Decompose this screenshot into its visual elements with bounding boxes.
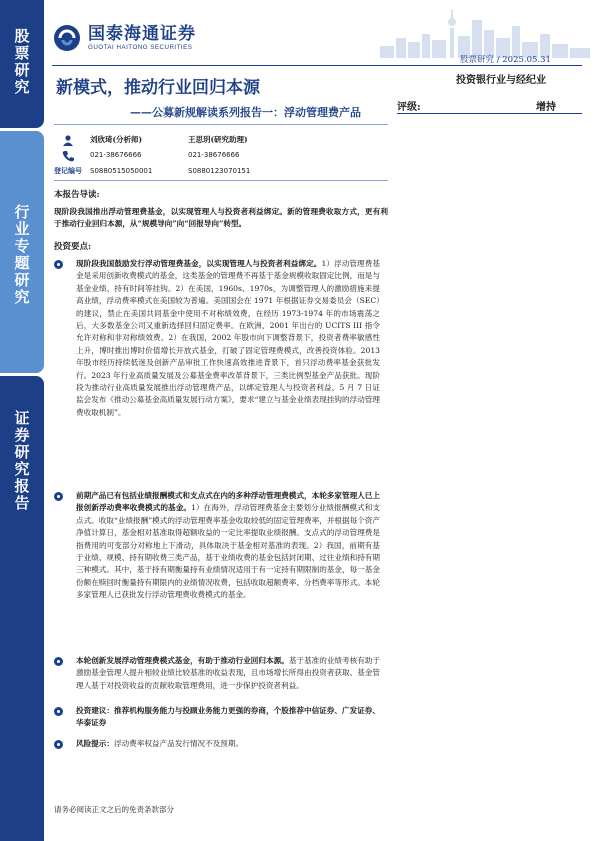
summary-point-4-lead: 投资建议：推荐机构服务能力与投顾业务能力更强的券商，个股推荐中信证券、广发证券、华泰证券: [76, 706, 380, 728]
sidebar-char: 题: [14, 254, 30, 272]
guide-heading: 本报告导读:: [54, 190, 100, 200]
rating-rule: [397, 113, 582, 114]
analyst-reg-2: S0880123070151: [188, 167, 251, 175]
sidebar-char: 研: [14, 61, 30, 79]
sidebar-char: 研: [14, 443, 30, 461]
sidebar-char: 究: [14, 78, 30, 96]
summary-point-5: [76, 738, 380, 750]
sidebar-char: 券: [14, 426, 30, 444]
bullet-icon: [54, 260, 63, 269]
summary-point-2-lead: 前期产品已有包括业绩报酬模式和支点式在内的多种浮动管理费模式，本轮多家管理人已上报创新浮动费率收费模式的基金。: [76, 491, 380, 513]
report-meta: 股票研究 / 2025.05.31: [460, 55, 551, 65]
analyst-reg-1: S0880515050001: [90, 167, 153, 175]
sidebar-char: 究: [14, 288, 30, 306]
summary-point-1-lead: 现阶段我国鼓励发行浮动管理费基金，以实现管理人与投资者利益绑定。: [76, 259, 322, 268]
phone-icon: [62, 150, 74, 162]
summary-point-1-text: 1）浮动管理费基金是采用创新收费模式的基金，这类基金的管理费不再基于基金规模收取固定比例，而是与基金业绩、持有时间等挂钩。2）在美国，1960s、1970s，为调整管理人的激励措施来提高业绩，浮动费率模式在美国较为普遍。美国国会在 1971 年根据证券交易委员会（SEC）的建议，禁止在美国共同基金中使用不对称绩效费，在经历 1973-1974 年的市场震荡之后，大多数基金公司又重新选择回归固定费率。在欧洲，2001 年出台的 UCITS III 指令允许对称和非对称绩效费。2）在我国，2002 年股市向下调整背景下，投资者费率敏感性上升，博时推出博时价值增长开放式基金，打破了固定管理费模式，改善投资体验。2013 年股市经历持续低迷及创新产品审批工作快速高效推进背景下，首只浮动费率基金获批发行。2023 年行业高质量发展及公募基金费率改革背景下，三类比例型基金产品获批。现阶段为推动行业高质量发展推出浮动管理费产品，以绑定管理人与投资者利益，5 月 7 日证监会发布《推动公募基金高质量发展行动方案》，要求“建立与基金业绩表现挂钩的浮动管理费收取机制”。: [76, 259, 380, 417]
summary-point-5-text: 浮动费率权益产品发行情况不及预期。: [113, 739, 244, 748]
company-logo: [52, 22, 196, 54]
logo-mark-icon: [52, 23, 82, 53]
sidebar-char: 研: [14, 271, 30, 289]
analyst-name-2: 王思玥(研究助理): [188, 135, 248, 144]
sidebar-char: 行: [14, 203, 30, 221]
sidebar-char: 业: [14, 220, 30, 238]
sidebar-char: 究: [14, 460, 30, 478]
logo-text-cn: 国泰海通证券: [88, 23, 196, 44]
logo-text-en: GUOTAI HAITONG SECURITIES: [88, 43, 193, 51]
analyst-top-rule: [54, 124, 388, 125]
sidebar-char: 告: [14, 494, 30, 512]
industry-label: 投资银行业与经纪业: [456, 75, 546, 86]
summary-point-3-lead: 本轮创新发展浮动管理费模式基金，有助于推动行业回归本源。: [76, 656, 289, 665]
analyst-bottom-rule: [54, 180, 388, 181]
city-skyline-graphic: [380, 8, 590, 58]
sidebar-label-stock-research: [0, 28, 44, 96]
summary-point-2-text: 1）在海外，浮动管理费基金主要划分业绩报酬模式和支点式。收取“业绩报酬”模式的浮动管理费率基金收取较低的固定管理费率，并根据每个资产净值计算日，基金相对基准取得超额收益的一定比率提取业绩报酬。支点式的浮动管理费是指费用的可变部分对称地上下滑动，具体取决于基金相对基准的表现。2）我国，前期有基于业绩、规模、持有期收费三类产品，基于业绩收费的基金包括封闭期、过往业绩和持有期三种模式。其中，基于持有期衡量持有业绩情况适用于有一定持有期限制的基金，每一基金份额在赎回时衡量持有期限内的业绩情况收费，包括收取超额费率、分档费率等形式。本轮多家管理人已获批发行浮动管理费收费模式的基金。: [76, 503, 380, 600]
rating-label: 评级:: [397, 102, 421, 113]
summary-point-2: [76, 490, 380, 602]
summary-point-5-lead: 风险提示：: [76, 739, 114, 748]
page-subtitle: ——公募新规解读系列报告一：浮动管理费产品: [130, 106, 361, 119]
analyst-phone-1: 021-38676666: [90, 151, 142, 159]
guide-text: 现阶段我国推出浮动管理费基金，以实现管理人与投资者利益绑定。新的管理费收取方式，更有利于推动行业回归本源，从“规模导向”向“回报导向”转型。: [54, 207, 388, 229]
bullet-icon: [54, 740, 63, 749]
registration-label: 登记编号: [54, 166, 82, 175]
summary-point-3-text: 基于基准的业绩考核有助于激励基金管理人提升相较业绩比较基准的收益表现，且市场增长所得由投资者获取、基金管理人基于对投资收益的贡献收取管理费用，进一步保护投资者利益。: [76, 656, 381, 690]
bullet-icon: [54, 707, 63, 716]
left-sidebar: [0, 0, 44, 841]
rating-value: 增持: [536, 102, 556, 113]
summary-point-3: [76, 655, 380, 692]
sidebar-char: 股: [14, 27, 30, 45]
header-rule: [52, 65, 582, 66]
summary-heading: 投资要点:: [54, 242, 92, 252]
sidebar-char: 报: [14, 477, 30, 495]
page-title: 新模式，推动行业回归本源: [56, 78, 260, 98]
bullet-icon: [54, 657, 63, 666]
footer-disclaimer: 请务必阅读正文之后的免责条款部分: [54, 805, 174, 814]
summary-point-4: [76, 705, 380, 730]
bullet-icon: [54, 492, 63, 501]
person-icon: [62, 134, 74, 146]
analyst-name-1: 刘欣琦(分析师): [90, 135, 143, 144]
sidebar-char: 专: [14, 237, 30, 255]
analyst-phone-2: 021-38676666: [188, 151, 240, 159]
sidebar-label-securities-report: [0, 410, 44, 512]
summary-point-1: [76, 258, 380, 419]
sidebar-char: 证: [14, 409, 30, 427]
sidebar-char: 票: [14, 44, 30, 62]
sidebar-label-industry-research: [0, 204, 44, 306]
